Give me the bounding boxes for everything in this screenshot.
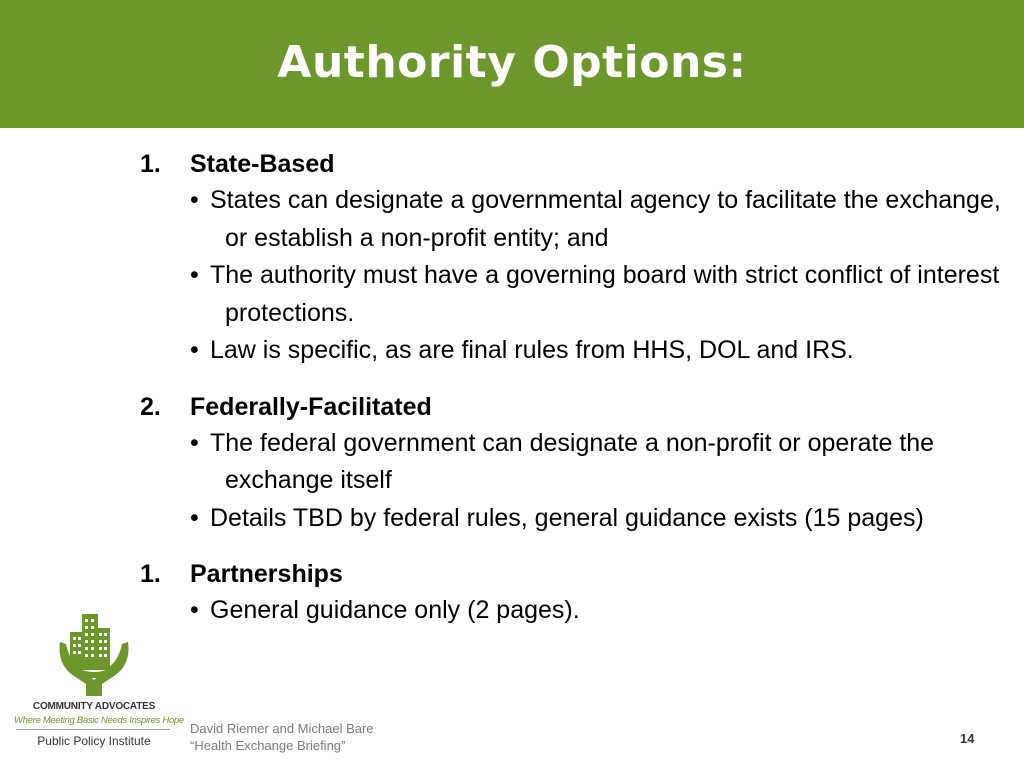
bullet-symbol: •: [190, 503, 199, 532]
bullet-text: The federal government can designate a non-profit or operate the exchange itself: [210, 428, 935, 494]
section-federally-facilitated: [140, 389, 1020, 538]
hands-holding-buildings-icon: [56, 610, 132, 698]
bullet-symbol: •: [190, 261, 199, 289]
slide-title: Authority Options:: [277, 36, 747, 88]
section-number: 1.: [140, 150, 161, 178]
section-heading: [140, 389, 1020, 425]
section-title: Federally-Facilitated: [190, 392, 432, 421]
bullet-item: [190, 182, 1020, 257]
logo-institute: Public Policy Institute: [37, 734, 151, 748]
community-advocates-logo: [14, 610, 184, 760]
bullet-symbol: •: [190, 186, 199, 214]
bullet-list: [190, 592, 1020, 630]
section-heading: [140, 556, 1020, 592]
bullet-text: The authority must have a governing board with strict conflict of interest protections.: [210, 261, 1000, 327]
bullet-item: [190, 257, 1020, 332]
footer-authors: David Riemer and Michael Bare: [190, 721, 374, 736]
section-heading: [140, 146, 1020, 182]
title-bar: [0, 0, 1024, 128]
bullet-list: [190, 425, 1020, 538]
slide-content: [140, 146, 1020, 649]
section-number: 1.: [140, 560, 161, 588]
section-number: 2.: [140, 392, 161, 421]
bullet-text: States can designate a governmental agency to facilitate the exchange, or establish a non-profit entity; and: [210, 186, 1001, 252]
bullet-item: [190, 592, 1020, 630]
bullet-item: [190, 500, 1020, 538]
bullet-text: Details TBD by federal rules, general guidance exists (15 pages): [210, 503, 924, 532]
logo-divider: [16, 729, 170, 730]
section-title: Partnerships: [190, 560, 343, 588]
logo-tagline: Where Meeting Basic Needs Inspires Hope: [14, 715, 184, 726]
logo-name: COMMUNITY ADVOCATES: [32, 701, 156, 712]
section-state-based: [140, 146, 1020, 370]
bullet-symbol: •: [190, 336, 199, 364]
footer-credits: [190, 720, 374, 754]
section-title: State-Based: [190, 150, 335, 178]
page-number: 14: [960, 731, 975, 746]
section-partnerships: [140, 556, 1020, 630]
bullet-item: [190, 332, 1020, 370]
bullet-list: [190, 182, 1020, 370]
bullet-text: General guidance only (2 pages).: [210, 596, 580, 624]
bullet-text: Law is specific, as are final rules from HHS, DOL and IRS.: [210, 336, 854, 364]
bullet-symbol: •: [190, 428, 199, 457]
footer-subtitle: “Health Exchange Briefing”: [190, 738, 346, 753]
bullet-symbol: •: [190, 596, 199, 624]
bullet-item: [190, 425, 1020, 500]
